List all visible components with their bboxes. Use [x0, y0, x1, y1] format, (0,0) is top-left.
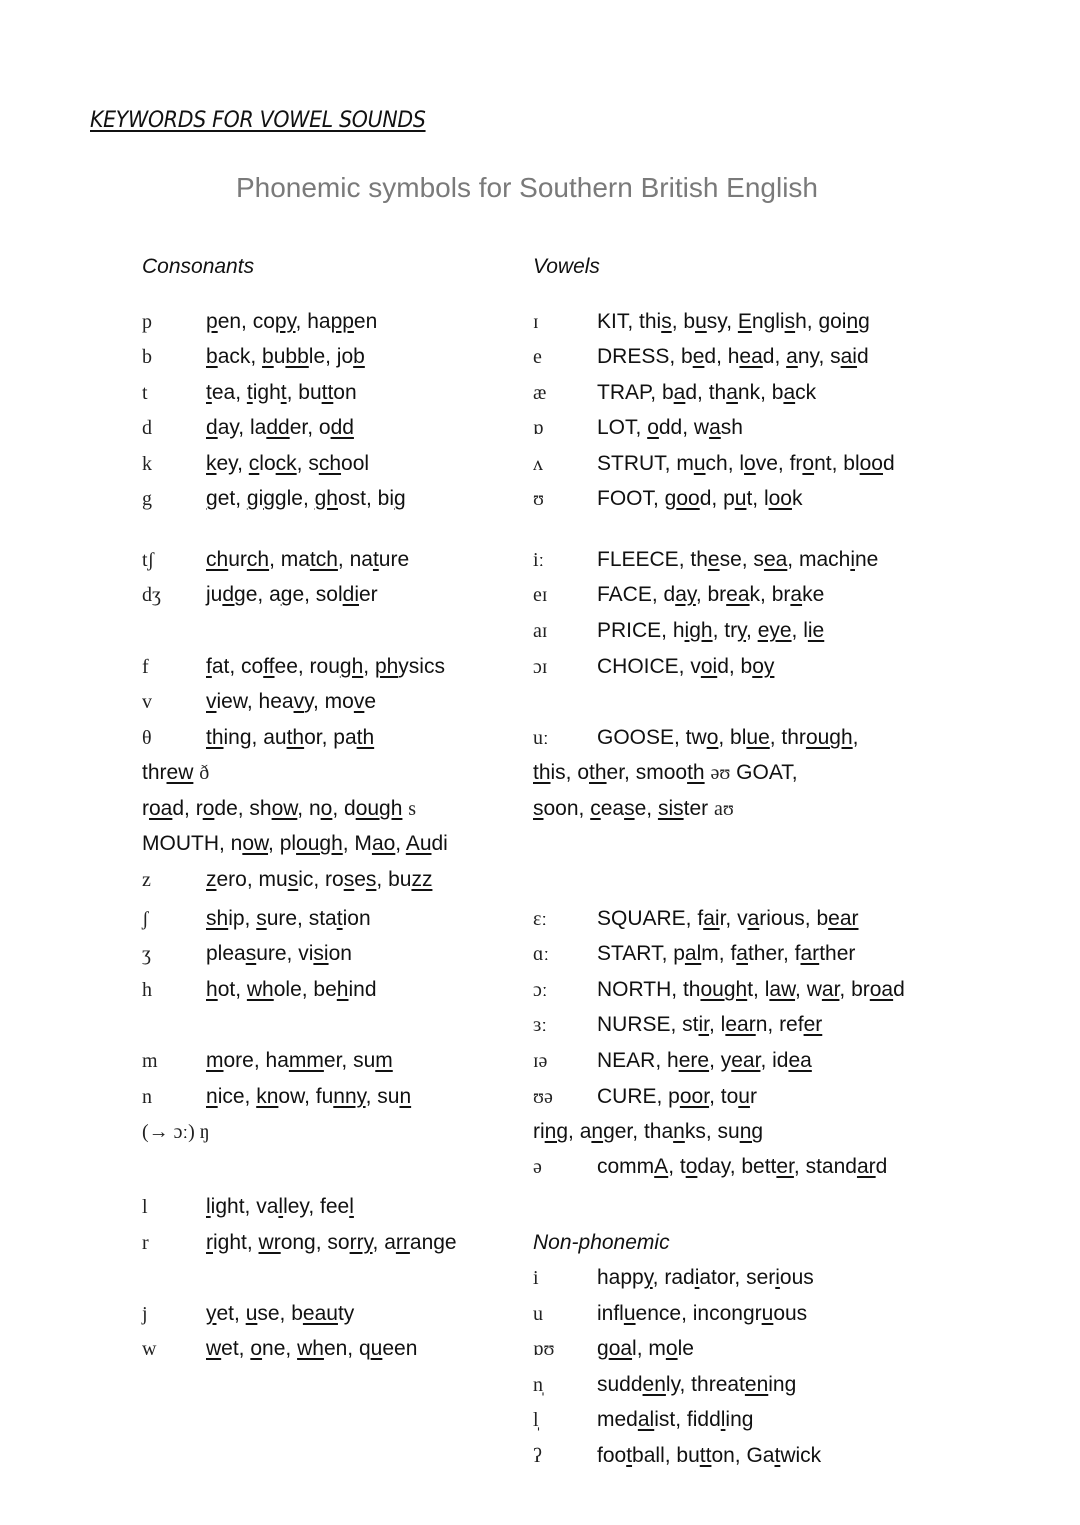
underlined-letters: sh — [206, 907, 229, 930]
phoneme-symbol: ɔː — [533, 979, 548, 1001]
keyword-examples: LOT, odd, wash — [597, 416, 743, 439]
underlined-letters: n — [399, 1085, 412, 1108]
keyword-examples: get, giggle, ghost, big — [206, 487, 406, 510]
keyword-examples: pen, copy, happen — [206, 310, 378, 333]
keyword-examples: FLEECE, these, sea, machine — [597, 548, 879, 571]
keyword-examples: GOOSE, two, blue, through, — [597, 726, 859, 749]
keyword-examples: ring, anger, thanks, sung — [533, 1120, 764, 1143]
phoneme-symbol: ɪ — [533, 311, 539, 333]
phoneme-symbol: ɔɪ — [533, 656, 548, 678]
phoneme-symbol: aɪ — [533, 620, 548, 642]
underlined-letters: a — [726, 381, 738, 404]
phoneme-symbol: k — [142, 453, 152, 475]
underlined-letters: o — [202, 797, 215, 820]
underlined-letters: b — [262, 345, 274, 368]
underlined-letters: oa — [149, 797, 173, 820]
underlined-letters: ph — [374, 655, 399, 678]
keyword-examples: FACE, day, break, brake — [597, 583, 825, 606]
phoneme-symbol: u — [533, 1303, 543, 1325]
underlined-letters: s — [365, 868, 377, 891]
underlined-letters: eye — [757, 619, 792, 642]
phoneme-symbol: s — [408, 798, 417, 820]
underlined-letters: b — [206, 345, 218, 368]
keyword-examples: yet, use, beauty — [206, 1302, 355, 1325]
keyword-examples: medalist, fiddling — [597, 1408, 754, 1431]
underlined-letters: t — [372, 548, 379, 571]
keyword-examples: influence, incongruous — [597, 1302, 808, 1325]
underlined-letters: zz — [411, 868, 433, 891]
underlined-letters: bb — [285, 345, 309, 368]
underlined-letters: oo — [859, 452, 883, 475]
keyword-examples: suddenly, threatening — [597, 1373, 797, 1396]
document-title: Phonemic symbols for Southern British English — [235, 172, 819, 203]
underlined-letters: oa — [869, 978, 894, 1001]
phoneme-symbol: ɜː — [533, 1014, 547, 1036]
underlined-letters: py — [274, 310, 296, 333]
phoneme-symbol: t — [142, 382, 148, 404]
underlined-letters: si — [313, 942, 329, 965]
underlined-letters: y — [737, 619, 747, 642]
underlined-letters: a — [709, 416, 721, 439]
underlined-letters: o — [665, 1337, 678, 1360]
underlined-letters: t — [626, 1444, 633, 1467]
underlined-letters: s — [661, 310, 672, 333]
phoneme-symbol: ʌ — [533, 453, 543, 475]
underlined-letters: ir — [698, 1013, 710, 1036]
underlined-letters: a — [783, 381, 796, 404]
underlined-letters: u — [738, 1085, 750, 1108]
underlined-letters: t — [246, 381, 253, 404]
underlined-letters: c — [248, 452, 260, 475]
underlined-letters: th — [286, 726, 305, 749]
keyword-examples: hot, whole, behind — [206, 978, 377, 1001]
underlined-letters: l — [278, 1195, 284, 1218]
phoneme-symbol: əʊ — [710, 762, 731, 784]
keyword-examples: commA, today, better, standard — [597, 1155, 888, 1178]
underlined-letters: tch — [309, 548, 338, 571]
underlined-letters: gg — [263, 487, 287, 510]
keyword-examples: this, other, smooth əʊ GOAT, — [533, 761, 798, 784]
keyword-examples: key, clock, school — [206, 452, 370, 475]
underlined-letters: al — [684, 942, 702, 965]
underlined-letters: ue — [746, 726, 770, 749]
underlined-letters: kn — [256, 1085, 279, 1108]
phoneme-symbol: dʒ — [142, 584, 161, 606]
underlined-letters: er — [776, 1155, 794, 1178]
phoneme-symbol: uː — [533, 727, 549, 749]
phoneme-symbol: æ — [533, 382, 547, 404]
underlined-letters: ch — [318, 452, 342, 475]
underlined-letters: pp — [330, 310, 354, 333]
underlined-letters: o — [647, 416, 659, 439]
underlined-letters: ay — [675, 583, 696, 606]
keyword-examples: church, match, nature — [206, 548, 410, 571]
underlined-letters: o — [706, 726, 719, 749]
underlined-letters: Au — [405, 832, 432, 855]
underlined-letters: ff — [263, 655, 275, 678]
underlined-letters: th — [206, 726, 224, 749]
underlined-letters: g — [206, 487, 218, 510]
underlined-letters: j — [206, 583, 211, 606]
underlined-letters: nny — [333, 1085, 366, 1108]
underlined-letters: v — [293, 690, 305, 713]
underlined-letters: c — [590, 797, 601, 820]
underlined-letters: mm — [288, 1049, 324, 1072]
keyword-examples: KIT, this, busy, English, going — [597, 310, 870, 333]
underlined-letters: u — [623, 1302, 636, 1325]
underlined-letters: u — [695, 310, 707, 333]
vowels-label: Vowels — [533, 255, 600, 278]
underlined-letters: A — [654, 1155, 669, 1178]
keyword-examples: soon, cease, sister aʊ — [533, 797, 734, 820]
underlined-letters: ough — [296, 832, 343, 855]
phoneme-symbol: n̩ — [533, 1374, 543, 1396]
underlined-letters: rry — [349, 1231, 373, 1254]
underlined-letters: ai — [703, 907, 720, 930]
underlined-letters: aw — [769, 978, 796, 1001]
keyword-examples: PRICE, high, try, eye, lie — [597, 619, 825, 642]
phoneme-symbol: ə — [533, 1156, 542, 1178]
underlined-letters: i — [694, 1266, 700, 1289]
underlined-letters: a — [786, 345, 798, 368]
phoneme-symbol: l — [142, 1196, 148, 1218]
underlined-letters: a — [747, 907, 760, 930]
phoneme-symbol: iː — [533, 549, 545, 571]
underlined-letters: d — [206, 416, 218, 439]
phoneme-symbol: ɪə — [533, 1050, 548, 1072]
keyword-examples: right, wrong, sorry, arrange — [206, 1231, 457, 1254]
underlined-letters: t — [280, 381, 287, 404]
underlined-letters: oy — [752, 655, 775, 678]
phoneme-symbol: ʔ — [533, 1445, 542, 1467]
underlined-letters: n — [206, 1085, 218, 1108]
phoneme-symbol: ʒ — [142, 943, 151, 965]
keyword-examples: more, hammer, sum — [206, 1049, 393, 1072]
keyword-examples — [142, 1120, 210, 1144]
keyword-examples: goal, mole — [597, 1337, 694, 1360]
underlined-letters: u — [734, 487, 747, 510]
underlined-letters: ough — [805, 726, 853, 749]
keyword-examples: threw ð — [142, 761, 210, 784]
phoneme-symbol: g — [142, 488, 152, 510]
phoneme-symbol: j — [142, 1303, 148, 1325]
underlined-letters: rr — [395, 1231, 410, 1254]
underlined-letters: eau — [302, 1302, 338, 1325]
underlined-letters: ea — [726, 583, 750, 606]
keyword-examples: CHOICE, void, boy — [597, 655, 775, 678]
keyword-examples: SQUARE, fair, various, bear — [597, 907, 859, 930]
underlined-letters: ai — [840, 345, 857, 368]
keyword-examples: thing, author, path — [206, 726, 375, 749]
underlined-letters: s — [624, 797, 635, 820]
keyword-examples: NEAR, here, year, idea — [597, 1049, 812, 1072]
underlined-letters: oi — [700, 655, 718, 678]
underlined-letters: dd — [266, 416, 290, 439]
underlined-letters: igh — [684, 619, 713, 642]
keyword-examples: wet, one, when, queen — [206, 1337, 418, 1360]
keyword-examples: NURSE, stir, learn, refer — [597, 1013, 823, 1036]
keyword-examples: STRUT, much, love, front, blood — [597, 452, 895, 475]
underlined-letters: ng — [544, 1120, 569, 1143]
underlined-letters: wr — [258, 1231, 281, 1254]
underlined-letters: ck — [275, 452, 297, 475]
keyword-examples: road, rode, show, no, dough s — [142, 797, 417, 820]
phoneme-symbol: ð — [199, 762, 210, 784]
phoneme-symbol: θ — [142, 727, 152, 749]
underlined-letters: ear — [731, 1049, 761, 1072]
underlined-letters: o — [802, 452, 815, 475]
underlined-letters: u — [370, 1337, 383, 1360]
underlined-letters: ear — [725, 1013, 756, 1036]
underlined-letters: ch — [246, 548, 270, 571]
phoneme-symbol: ɛː — [533, 908, 547, 930]
underlined-letters: b — [353, 345, 365, 368]
underlined-letters: r — [206, 1231, 213, 1254]
phoneme-symbol: z — [142, 869, 151, 891]
underlined-letters: n — [673, 1120, 685, 1143]
underlined-letters: tt — [699, 1444, 712, 1467]
phoneme-symbol: ɒʊ — [533, 1338, 555, 1360]
underlined-letters: s — [256, 907, 267, 930]
keyword-examples: nice, know, funny, sun — [206, 1085, 412, 1108]
underlined-letters: dg — [222, 583, 246, 606]
underlined-letters: g — [394, 487, 406, 510]
underlined-letters: ow — [242, 832, 269, 855]
phoneme-symbol: tʃ — [142, 549, 155, 571]
phoneme-symbol: ʊə — [533, 1086, 553, 1108]
keyword-examples: FOOT, good, put, look — [597, 487, 803, 510]
underlined-letters: er — [803, 1013, 823, 1036]
underlined-letters: a — [736, 942, 748, 965]
phoneme-symbol: (→ ɔː) ŋ — [142, 1121, 210, 1143]
keyword-examples: ship, sure, station — [206, 907, 371, 930]
underlined-letters: wh — [297, 1337, 324, 1360]
underlined-letters: u — [693, 452, 706, 475]
underlined-letters: oor — [679, 1085, 710, 1108]
underlined-letters: v — [206, 690, 217, 713]
phoneme-symbol: b — [142, 346, 152, 368]
phoneme-symbol: m — [142, 1050, 158, 1072]
underlined-letters: e — [707, 548, 720, 571]
underlined-letters: k — [206, 452, 217, 475]
underlined-letters: t — [774, 1444, 781, 1467]
underlined-letters: di — [342, 583, 359, 606]
underlined-letters: oa — [608, 1337, 633, 1360]
underlined-letters: gh — [314, 487, 338, 510]
underlined-letters: ere — [678, 1049, 710, 1072]
underlined-letters: h — [336, 978, 349, 1001]
underlined-letters: ie — [807, 619, 825, 642]
underlined-letters: s — [533, 797, 544, 820]
underlined-letters: ea — [788, 1049, 812, 1072]
underlined-letters: ar — [800, 942, 820, 965]
underlined-letters: s — [245, 942, 257, 965]
underlined-letters: i — [775, 1266, 780, 1289]
keyword-examples: fat, coffee, rough, physics — [206, 655, 445, 678]
underlined-letters: ea — [763, 548, 788, 571]
keyword-examples: day, ladder, odd — [206, 416, 354, 439]
underlined-letters: en — [642, 1373, 666, 1396]
underlined-letters: g — [280, 583, 293, 606]
phoneme-symbol: v — [142, 691, 152, 713]
underlined-letters: th — [356, 726, 375, 749]
phoneme-symbol: d — [142, 417, 152, 439]
underlined-letters: tt — [321, 381, 334, 404]
phoneme-symbol: ʃ — [142, 908, 149, 930]
underlined-letters: ough — [700, 978, 748, 1001]
underlined-letters: n — [846, 310, 859, 333]
underlined-letters: a — [673, 381, 686, 404]
underlined-letters: ar — [821, 978, 840, 1001]
phoneme-symbol: i — [533, 1267, 539, 1289]
keyword-examples: zero, music, roses, buzz — [206, 868, 433, 891]
phoneme-symbol: l̩ — [533, 1409, 539, 1431]
underlined-letters: g — [246, 487, 259, 510]
underlined-letters: ch — [206, 548, 229, 571]
phoneme-symbol: eɪ — [533, 584, 548, 606]
underlined-letters: th — [533, 761, 551, 784]
phoneme-symbol: ɒ — [533, 417, 544, 439]
underlined-letters: t — [206, 381, 212, 404]
keyword-examples: back, bubble, job — [206, 345, 365, 368]
phoneme-symbol: p — [142, 311, 152, 333]
underlined-letters: m — [375, 1049, 393, 1072]
underlined-letters: n — [591, 1120, 604, 1143]
non-phonemic-label: Non-phonemic — [533, 1231, 670, 1254]
phoneme-symbol: ɑː — [533, 943, 550, 965]
underlined-letters: w — [206, 1337, 222, 1360]
keyword-examples: light, valley, feel — [206, 1195, 354, 1218]
phoneme-symbol: h — [142, 979, 152, 1001]
underlined-letters: al — [637, 1408, 655, 1431]
keyword-examples: TRAP, bad, thank, back — [597, 381, 817, 404]
underlined-letters: v — [353, 690, 365, 713]
underlined-letters: ear — [828, 907, 859, 930]
underlined-letters: ao — [371, 832, 396, 855]
keyword-examples: NORTH, thought, law, war, broad — [597, 978, 905, 1001]
underlined-letters: s — [784, 310, 796, 333]
underlined-letters: s — [343, 868, 355, 891]
phoneme-symbol: ʊ — [533, 488, 544, 510]
underlined-letters: l — [206, 1195, 211, 1218]
underlined-letters: u — [245, 1302, 258, 1325]
underlined-letters: l — [720, 1408, 726, 1431]
phoneme-symbol: e — [533, 346, 542, 368]
underlined-letters: th — [687, 761, 705, 784]
phoneme-symbol: r — [142, 1232, 149, 1254]
underlined-letters: p — [206, 310, 218, 333]
underlined-letters: sis — [657, 797, 684, 820]
underlined-letters: o — [744, 452, 756, 475]
underlined-letters: o — [250, 1337, 263, 1360]
underlined-letters: m — [206, 1049, 224, 1072]
underlined-letters: u — [761, 1302, 774, 1325]
underlined-letters: ew — [166, 761, 194, 784]
underlined-letters: o — [685, 1155, 698, 1178]
underlined-letters: gh — [339, 655, 364, 678]
underlined-letters: oo — [768, 487, 792, 510]
keyword-examples: tea, tight, button — [206, 381, 357, 404]
underlined-letters: E — [737, 310, 752, 333]
underlined-letters: a — [790, 583, 803, 606]
underlined-letters: o — [320, 797, 333, 820]
consonants-label: Consonants — [142, 255, 255, 278]
underlined-letters: ea — [739, 345, 763, 368]
keyword-examples: pleasure, vision — [206, 942, 352, 965]
keyword-examples: judge, age, soldier — [206, 583, 378, 606]
underlined-letters: en — [744, 1373, 769, 1396]
keyword-examples: MOUTH, now, plough, Mao, Audi — [142, 832, 448, 855]
underlined-letters: h — [206, 978, 218, 1001]
page-heading: KEYWORDS FOR VOWEL SOUNDS — [90, 108, 426, 133]
keyword-examples: football, button, Gatwick — [597, 1444, 822, 1467]
phoneme-symbol: n — [142, 1086, 152, 1108]
keyword-examples: happy, radiator, serious — [597, 1266, 814, 1289]
underlined-letters: s — [287, 868, 299, 891]
underlined-letters: dd — [330, 416, 354, 439]
keyword-examples: DRESS, bed, head, any, said — [597, 345, 869, 368]
underlined-letters: ow — [271, 797, 298, 820]
phoneme-symbol: aʊ — [713, 798, 734, 820]
underlined-letters: f — [206, 655, 212, 678]
keyword-examples: START, palm, father, farther — [597, 942, 856, 965]
underlined-letters: th — [589, 761, 607, 784]
underlined-letters: y — [206, 1302, 217, 1325]
underlined-letters: z — [206, 868, 217, 891]
phoneme-symbol: f — [142, 656, 149, 678]
underlined-letters: ar — [856, 1155, 876, 1178]
underlined-letters: l — [349, 1195, 354, 1218]
underlined-letters: ng — [739, 1120, 764, 1143]
phoneme-symbol: w — [142, 1338, 157, 1360]
keyword-examples: CURE, poor, tour — [597, 1085, 757, 1108]
underlined-letters: oo — [676, 487, 700, 510]
underlined-letters: y — [643, 1266, 653, 1289]
underlined-letters: ough — [355, 797, 403, 820]
keyword-examples: view, heavy, move — [206, 690, 377, 713]
underlined-letters: e — [692, 345, 705, 368]
underlined-letters: i — [850, 548, 855, 571]
underlined-letters: wh — [246, 978, 274, 1001]
underlined-letters: t — [336, 907, 343, 930]
